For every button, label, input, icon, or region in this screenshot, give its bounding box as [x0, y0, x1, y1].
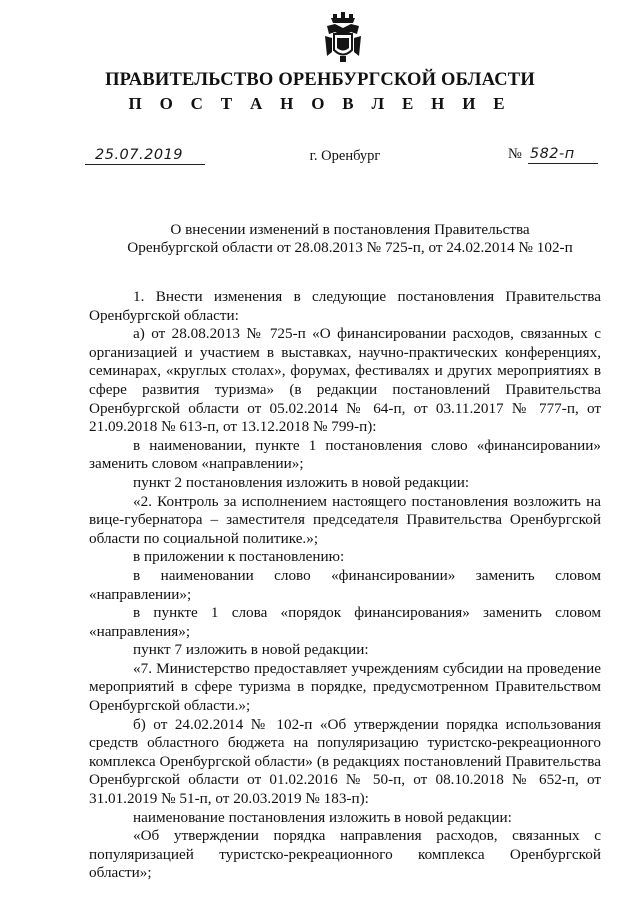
body-paragraph: в приложении к постановлению: — [133, 548, 345, 566]
document-number-field — [508, 146, 598, 164]
body-paragraph: наименование постановления изложить в новой редакции: — [133, 808, 512, 826]
body-paragraph: «2. Контроль за исполнением настоящего постановления возложить на вице-губернатора – заместителя председателя Правительства Оренбургской области по социальной политике.»; — [89, 492, 601, 547]
coat-of-arms-icon — [323, 12, 363, 64]
document-body — [89, 288, 601, 883]
body-paragraph: в наименовании слово «финансировании» заменить словом «направлении»; — [89, 566, 601, 603]
document-number: 582-п — [529, 146, 575, 162]
body-paragraph: пункт 2 постановления изложить в новой редакции: — [133, 473, 470, 491]
number-prefix: № — [508, 146, 522, 162]
organization-title: ПРАВИТЕЛЬСТВО ОРЕНБУРГСКОЙ ОБЛАСТИ — [105, 70, 535, 90]
body-paragraph: в наименовании, пункте 1 постановления слово «финансировании» заменить словом «направлении»; — [89, 436, 601, 473]
body-paragraph: а) от 28.08.2013 № 725-п «О финансировании расходов, связанных с организацией и участием в выставках, научно-практических конференциях, семинарах, «круглых столах», форумах, фестивалях и других мероприятиях в сфере развития туризма» (в редакции постановлений Правительства Оренбургской области от 05.02.2014 № 64-п, от 03.11.2017 № 777-п, от 21.09.2018 № 613-п, от 13.12.2018 № 799-п): — [89, 325, 601, 436]
subject-line: О внесении изменений в постановления Правительства — [170, 221, 530, 238]
body-paragraph: 1. Внести изменения в следующие постановления Правительства Оренбургской области: — [89, 288, 601, 324]
document-date: 25.07.2019 — [95, 147, 184, 163]
document-subject — [90, 221, 610, 258]
subject-line: Оренбургской области от 28.08.2013 № 725-п, от 24.02.2014 № 102-п — [127, 239, 573, 257]
body-paragraph: «Об утверждении порядка направления расходов, связанных с популяризацией туристско-рекреационного комплекса Оренбургской области»; — [89, 827, 601, 882]
body-paragraph: в пункте 1 слова «порядок финансирования» заменить словом «направления»; — [89, 604, 601, 640]
body-paragraph: «7. Министерство предоставляет учреждениям субсидии на проведение мероприятий в сфере туризма в порядке, предусмотренном Правительством Оренбургской области.»; — [89, 659, 601, 715]
document-city: г. Оренбург — [309, 148, 381, 164]
body-paragraph: пункт 7 изложить в новой редакции: — [133, 641, 369, 659]
number-underline — [528, 146, 598, 164]
body-paragraph: б) от 24.02.2014 № 102-п «Об утверждении порядка использования средств областного бюджета на популяризацию туристско-рекреационного комплекса Оренбургской области» (в редакциях постановлений Правительства Оренбургской области от 01.02.2016 № 50-п, от 08.10.2018 № 652-п, от 31.01.2019 № 51-п, от 20.03.2019 № 183-п): — [89, 715, 601, 808]
document-type-title: П О С Т А Н О В Л Е Н И Е — [128, 94, 512, 113]
